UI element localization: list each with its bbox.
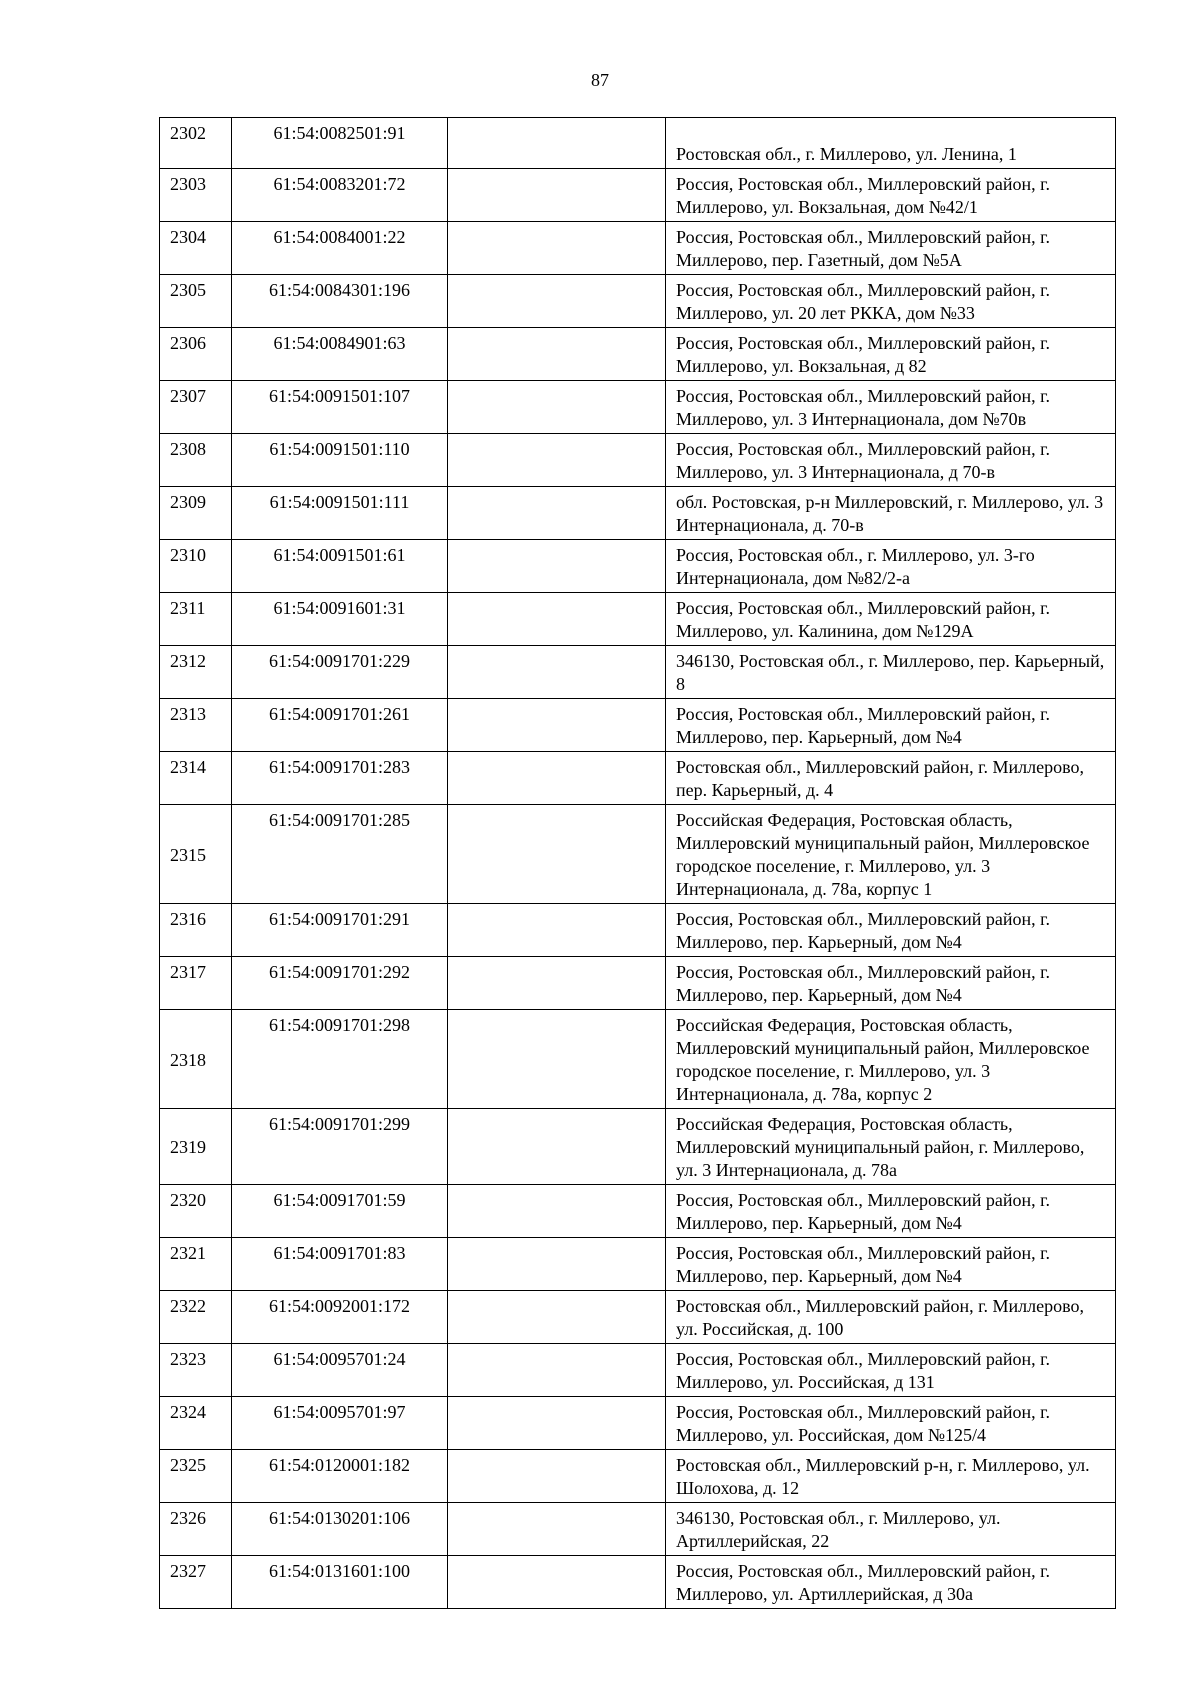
cadastral-number: 61:54:0083201:72 — [232, 169, 448, 222]
row-number: 2313 — [160, 699, 232, 752]
row-number: 2311 — [160, 593, 232, 646]
cadastral-number: 61:54:0120001:182 — [232, 1450, 448, 1503]
table-row — [160, 904, 1116, 957]
address: Россия, Ростовская обл., Миллеровский район, г. Миллерово, ул. 3 Интернационала, дом №70в — [666, 381, 1116, 434]
address: Ростовская обл., Миллеровский р-н, г. Миллерово, ул. Шолохова, д. 12 — [666, 1450, 1116, 1503]
empty-cell — [448, 1450, 666, 1503]
cadastral-number: 61:54:0091501:110 — [232, 434, 448, 487]
table-row — [160, 118, 1116, 169]
table-row — [160, 222, 1116, 275]
address: 346130, Ростовская обл., г. Миллерово, пер. Карьерный, 8 — [666, 646, 1116, 699]
cadastral-number: 61:54:0084301:196 — [232, 275, 448, 328]
address: Россия, Ростовская обл., Миллеровский район, г. Миллерово, ул. 3 Интернационала, д 70-в — [666, 434, 1116, 487]
cadastral-number: 61:54:0091501:107 — [232, 381, 448, 434]
table-row — [160, 487, 1116, 540]
empty-cell — [448, 118, 666, 169]
row-number: 2308 — [160, 434, 232, 487]
table-row — [160, 169, 1116, 222]
table-row — [160, 699, 1116, 752]
cadastral-number: 61:54:0091701:283 — [232, 752, 448, 805]
cadastral-number: 61:54:0091701:299 — [232, 1109, 448, 1185]
address: Россия, Ростовская обл., Миллеровский район, г. Миллерово, ул. Артиллерийская, д 30а — [666, 1556, 1116, 1609]
table-row — [160, 1503, 1116, 1556]
empty-cell — [448, 222, 666, 275]
address: Россия, Ростовская обл., Миллеровский район, г. Миллерово, пер. Карьерный, дом №4 — [666, 699, 1116, 752]
row-number: 2312 — [160, 646, 232, 699]
empty-cell — [448, 434, 666, 487]
table-row — [160, 1397, 1116, 1450]
table-row — [160, 593, 1116, 646]
table-row — [160, 1556, 1116, 1609]
address: Россия, Ростовская обл., Миллеровский район, г. Миллерово, ул. Российская, дом №125/4 — [666, 1397, 1116, 1450]
address: Россия, Ростовская обл., Миллеровский район, г. Миллерово, ул. Вокзальная, дом №42/1 — [666, 169, 1116, 222]
cadastral-number: 61:54:0091701:292 — [232, 957, 448, 1010]
row-number: 2315 — [160, 805, 232, 904]
empty-cell — [448, 328, 666, 381]
cadastral-number: 61:54:0084901:63 — [232, 328, 448, 381]
empty-cell — [448, 1556, 666, 1609]
row-number: 2316 — [160, 904, 232, 957]
row-number: 2321 — [160, 1238, 232, 1291]
empty-cell — [448, 646, 666, 699]
table-row — [160, 1238, 1116, 1291]
address: Россия, Ростовская обл., Миллеровский район, г. Миллерово, пер. Карьерный, дом №4 — [666, 904, 1116, 957]
row-number: 2314 — [160, 752, 232, 805]
empty-cell — [448, 1010, 666, 1109]
table-row — [160, 1185, 1116, 1238]
cadastral-number: 61:54:0131601:100 — [232, 1556, 448, 1609]
address: Россия, Ростовская обл., Миллеровский район, г. Миллерово, ул. 20 лет РККА, дом №33 — [666, 275, 1116, 328]
row-number: 2324 — [160, 1397, 232, 1450]
empty-cell — [448, 540, 666, 593]
table-row — [160, 1010, 1116, 1109]
table-row — [160, 275, 1116, 328]
empty-cell — [448, 593, 666, 646]
row-number: 2327 — [160, 1556, 232, 1609]
empty-cell — [448, 1109, 666, 1185]
empty-cell — [448, 752, 666, 805]
address: Российская Федерация, Ростовская область, Миллеровский муниципальный район, Миллеровское городское поселение, г. Миллерово, ул. 3 Интернационала, д. 78а, корпус 2 — [666, 1010, 1116, 1109]
cadastral-number: 61:54:0092001:172 — [232, 1291, 448, 1344]
cadastral-number: 61:54:0091601:31 — [232, 593, 448, 646]
row-number: 2320 — [160, 1185, 232, 1238]
address: Россия, Ростовская обл., Миллеровский район, г. Миллерово, ул. Вокзальная, д 82 — [666, 328, 1116, 381]
table-row — [160, 434, 1116, 487]
row-number: 2306 — [160, 328, 232, 381]
row-number: 2303 — [160, 169, 232, 222]
empty-cell — [448, 275, 666, 328]
cadastral-number: 61:54:0091701:298 — [232, 1010, 448, 1109]
address: Ростовская обл., г. Миллерово, ул. Ленина, 1 — [666, 118, 1116, 169]
address: Россия, Ростовская обл., Миллеровский район, г. Миллерово, ул. Российская, д 131 — [666, 1344, 1116, 1397]
address: Ростовская обл., Миллеровский район, г. Миллерово, пер. Карьерный, д. 4 — [666, 752, 1116, 805]
address: Российская Федерация, Ростовская область, Миллеровский муниципальный район, Миллеровское городское поселение, г. Миллерово, ул. 3 Интернационала, д. 78а, корпус 1 — [666, 805, 1116, 904]
empty-cell — [448, 381, 666, 434]
cadastral-number: 61:54:0095701:24 — [232, 1344, 448, 1397]
page-number: 87 — [591, 70, 609, 90]
empty-cell — [448, 1185, 666, 1238]
empty-cell — [448, 699, 666, 752]
empty-cell — [448, 904, 666, 957]
table-row — [160, 328, 1116, 381]
row-number: 2305 — [160, 275, 232, 328]
address: Россия, Ростовская обл., Миллеровский район, г. Миллерово, пер. Газетный, дом №5А — [666, 222, 1116, 275]
cadastral-number: 61:54:0091701:261 — [232, 699, 448, 752]
table-row — [160, 805, 1116, 904]
row-number: 2319 — [160, 1109, 232, 1185]
cadastral-number: 61:54:0082501:91 — [232, 118, 448, 169]
table-row — [160, 540, 1116, 593]
table-row — [160, 957, 1116, 1010]
row-number: 2317 — [160, 957, 232, 1010]
cadastral-number: 61:54:0091501:61 — [232, 540, 448, 593]
empty-cell — [448, 957, 666, 1010]
empty-cell — [448, 1397, 666, 1450]
address: Ростовская обл., Миллеровский район, г. Миллерово, ул. Российская, д. 100 — [666, 1291, 1116, 1344]
address: Россия, Ростовская обл., г. Миллерово, ул. 3-го Интернационала, дом №82/2-а — [666, 540, 1116, 593]
row-number: 2326 — [160, 1503, 232, 1556]
row-number: 2325 — [160, 1450, 232, 1503]
empty-cell — [448, 1238, 666, 1291]
row-number: 2304 — [160, 222, 232, 275]
address: Россия, Ростовская обл., Миллеровский район, г. Миллерово, пер. Карьерный, дом №4 — [666, 957, 1116, 1010]
table-row — [160, 752, 1116, 805]
table-row — [160, 1450, 1116, 1503]
cadastral-number: 61:54:0091701:59 — [232, 1185, 448, 1238]
table-row — [160, 646, 1116, 699]
empty-cell — [448, 1291, 666, 1344]
table-row — [160, 1109, 1116, 1185]
address: 346130, Ростовская обл., г. Миллерово, ул. Артиллерийская, 22 — [666, 1503, 1116, 1556]
property-registry-table — [159, 117, 1116, 1609]
empty-cell — [448, 805, 666, 904]
row-number: 2309 — [160, 487, 232, 540]
address: Россия, Ростовская обл., Миллеровский район, г. Миллерово, ул. Калинина, дом №129А — [666, 593, 1116, 646]
row-number: 2307 — [160, 381, 232, 434]
cadastral-number: 61:54:0095701:97 — [232, 1397, 448, 1450]
table-row — [160, 1344, 1116, 1397]
row-number: 2302 — [160, 118, 232, 169]
row-number: 2310 — [160, 540, 232, 593]
cadastral-number: 61:54:0084001:22 — [232, 222, 448, 275]
row-number: 2322 — [160, 1291, 232, 1344]
cadastral-number: 61:54:0091501:111 — [232, 487, 448, 540]
address: Российская Федерация, Ростовская область, Миллеровский муниципальный район, г. Миллерово, ул. 3 Интернационала, д. 78а — [666, 1109, 1116, 1185]
cadastral-number: 61:54:0130201:106 — [232, 1503, 448, 1556]
table-row — [160, 381, 1116, 434]
cadastral-number: 61:54:0091701:291 — [232, 904, 448, 957]
row-number: 2318 — [160, 1010, 232, 1109]
table-row — [160, 1291, 1116, 1344]
address: Россия, Ростовская обл., Миллеровский район, г. Миллерово, пер. Карьерный, дом №4 — [666, 1185, 1116, 1238]
cadastral-number: 61:54:0091701:83 — [232, 1238, 448, 1291]
cadastral-number: 61:54:0091701:285 — [232, 805, 448, 904]
empty-cell — [448, 1503, 666, 1556]
address: обл. Ростовская, р-н Миллеровский, г. Миллерово, ул. 3 Интернационала, д. 70-в — [666, 487, 1116, 540]
empty-cell — [448, 169, 666, 222]
empty-cell — [448, 1344, 666, 1397]
empty-cell — [448, 487, 666, 540]
address: Россия, Ростовская обл., Миллеровский район, г. Миллерово, пер. Карьерный, дом №4 — [666, 1238, 1116, 1291]
row-number: 2323 — [160, 1344, 232, 1397]
cadastral-number: 61:54:0091701:229 — [232, 646, 448, 699]
